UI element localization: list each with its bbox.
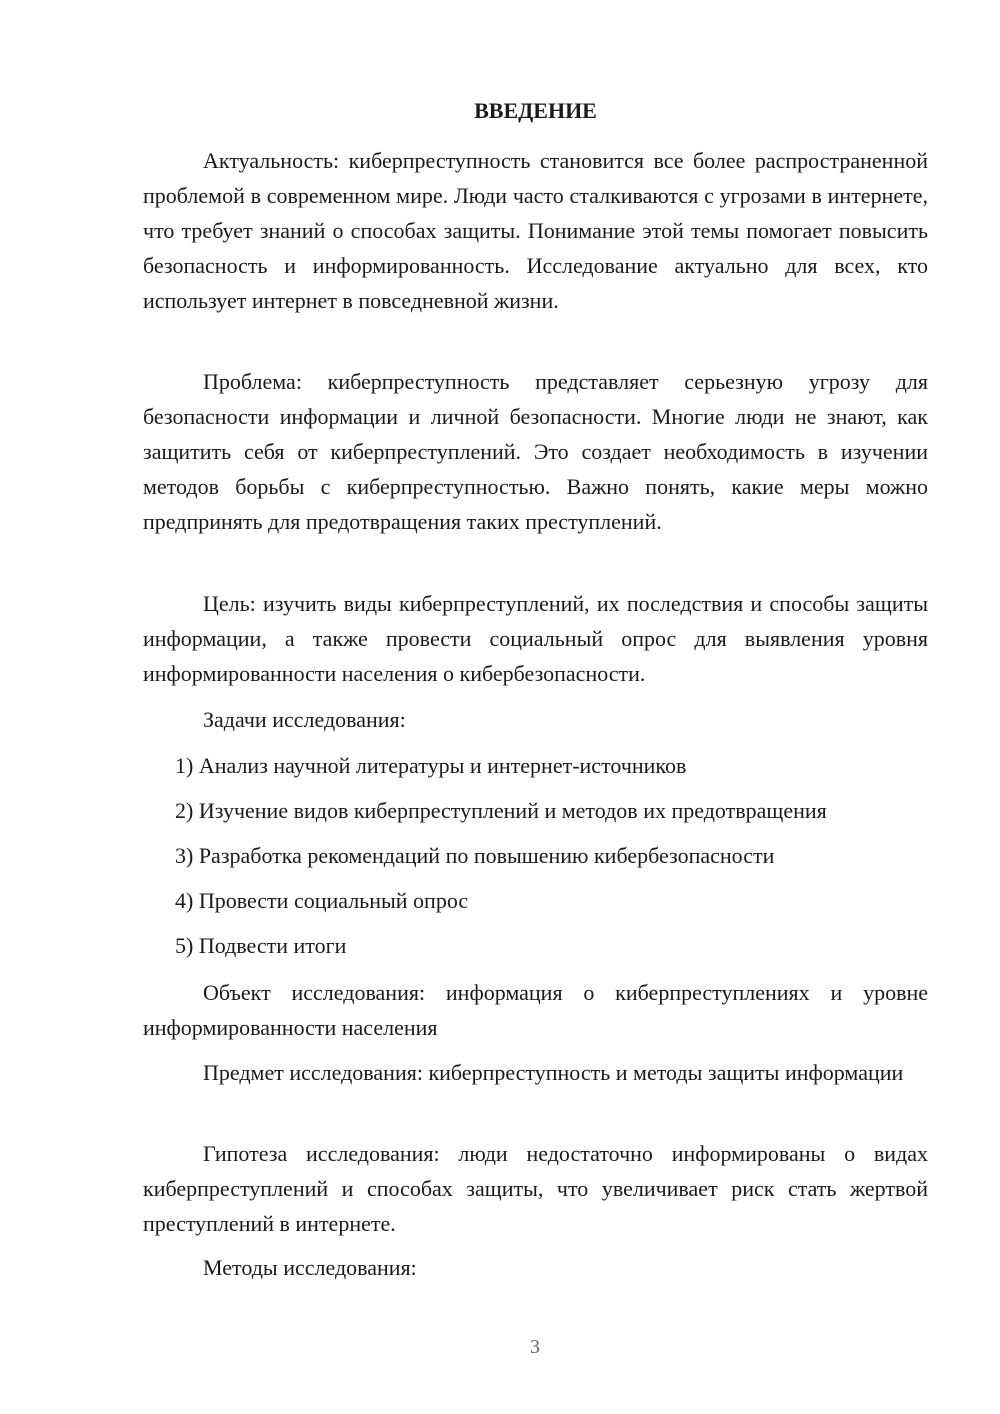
object-paragraph: Объект исследования: информация о киберпреступлениях и уровне информированности населения bbox=[143, 980, 928, 1040]
relevance-paragraph: Актуальность: киберпреступность становится все более распространенной проблемой в современном мире. Люди часто сталкиваются с угрозами в интернете, что требует знаний о способах защиты. Понимание этой темы помогает повысить безопасность и информированность. Исследование актуально для всех, кто использует интернет в повседневной жизни. bbox=[143, 148, 928, 313]
subject-paragraph: Предмет исследования: киберпреступность и методы защиты информации bbox=[203, 1060, 904, 1085]
hypothesis-paragraph: Гипотеза исследования: люди недостаточно информированы о видах киберпреступлений и способах защиты, что увеличивает риск стать жертвой преступлений в интернете. bbox=[143, 1141, 928, 1236]
task-item-5: 5) Подвести итоги bbox=[175, 933, 347, 958]
goal-paragraph: Цель: изучить виды киберпреступлений, их последствия и способы защиты информации, а также провести социальный опрос для выявления уровня информированности населения о кибербезопасности. bbox=[143, 591, 928, 686]
task-item-3: 3) Разработка рекомендаций по повышению кибербезопасности bbox=[175, 843, 775, 868]
task-item-4: 4) Провести социальный опрос bbox=[175, 888, 469, 913]
task-item-1: 1) Анализ научной литературы и интернет-источников bbox=[175, 753, 687, 778]
page-number: 3 bbox=[530, 1336, 540, 1358]
section-title: ВВЕДЕНИЕ bbox=[474, 98, 597, 123]
problem-paragraph: Проблема: киберпреступность представляет серьезную угрозу для безопасности информации и личной безопасности. Многие люди не знают, как защитить себя от киберпреступлений. Это создает необходимость в изучении методов борьбы с киберпреступностью. Важно понять, какие меры можно предпринять для предотвращения таких преступлений. bbox=[143, 369, 928, 534]
task-item-2: 2) Изучение видов киберпреступлений и методов их предотвращения bbox=[175, 798, 827, 823]
tasks-heading: Задачи исследования: bbox=[203, 707, 406, 732]
methods-heading: Методы исследования: bbox=[203, 1255, 417, 1280]
